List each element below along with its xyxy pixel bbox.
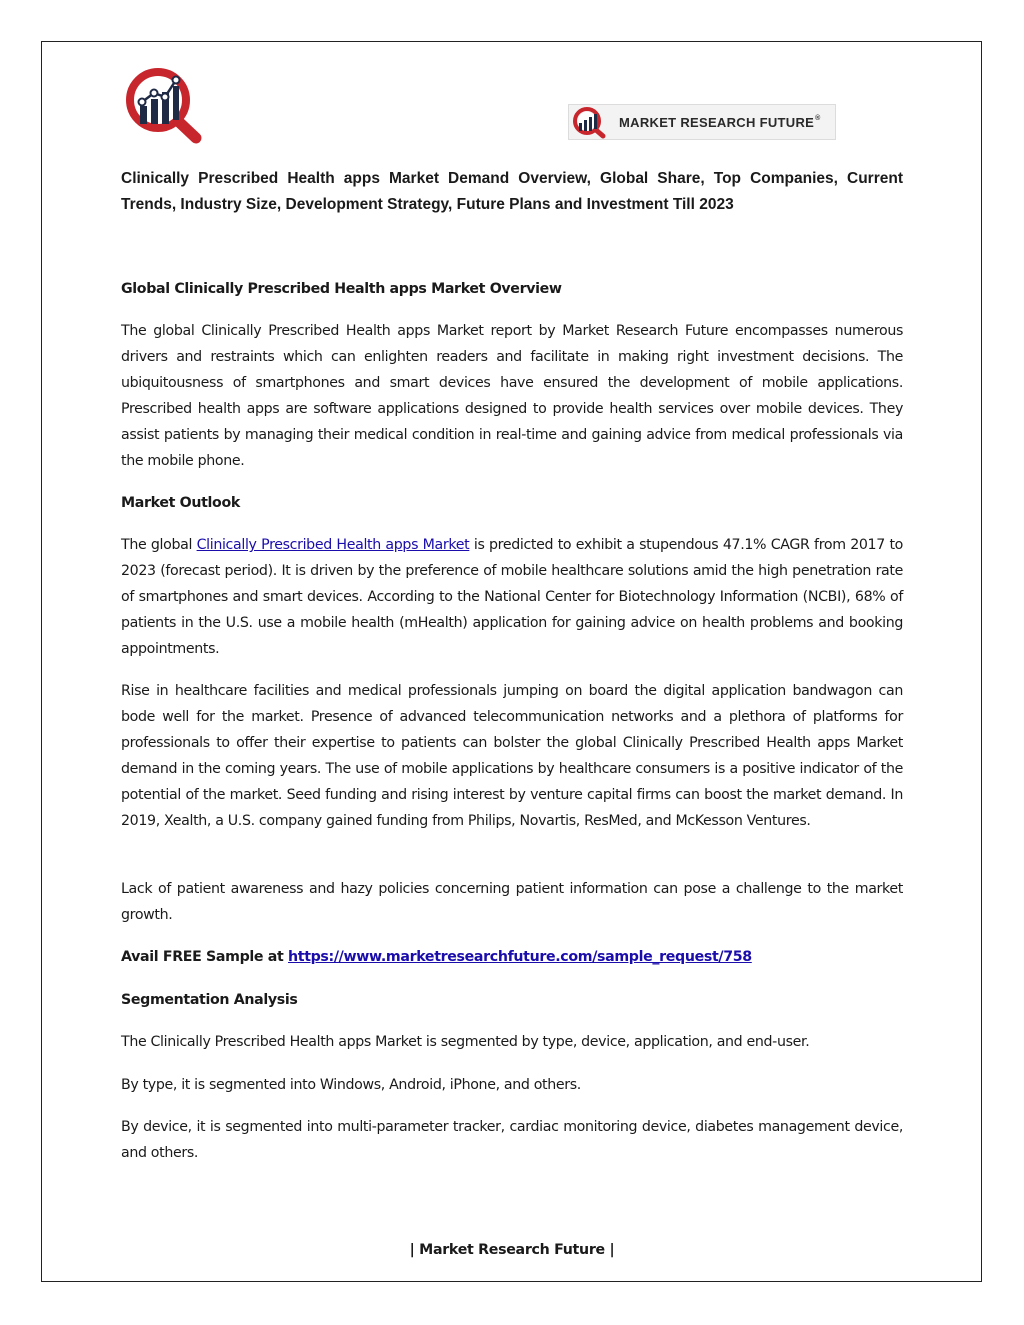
free-sample-line: Avail FREE Sample at https://www.marketresearchfuture.com/sample_request/758	[121, 949, 752, 965]
outlook-paragraph: The global Clinically Prescribed Health apps Market is predicted to exhibit a stupendous 47.1% CAGR from 2017 to 2023 (forecast period). It is driven by the preference of mobile healthcare solutions amid the high penetration rate of smartphones and smart devices. According to the National Center for Biotechnology Information (NCBI), 68% of patients in the U.S. use a mobile health (mHealth) application for gaining advice on health problems and booking appointments.	[121, 537, 903, 657]
market-report-link[interactable]: Clinically Prescribed Health apps Market	[196, 537, 470, 553]
device-paragraph: By device, it is segmented into multi-parameter tracker, cardiac monitoring device, diabetes management device, and others.	[121, 1119, 903, 1161]
challenge-paragraph: Lack of patient awareness and hazy policies concerning patient information can pose a challenge to the market growth.	[121, 881, 903, 923]
outlook-heading: Market Outlook	[121, 495, 240, 511]
segmentation-heading: Segmentation Analysis	[121, 992, 298, 1008]
type-paragraph: By type, it is segmented into Windows, Android, iPhone, and others.	[121, 1077, 581, 1093]
magnifier-bar-chart-icon	[571, 105, 615, 139]
document-title: Clinically Prescribed Health apps Market Demand Overview, Global Share, Top Companies, Current Trends, Industry Size, Development Strategy, Future Plans and Investment Till 2023	[121, 170, 903, 213]
page-footer: | Market Research Future |	[409, 1242, 615, 1258]
overview-heading: Global Clinically Prescribed Health apps Market Overview	[121, 281, 562, 297]
brand-name: MARKET RESEARCH FUTURE®	[619, 114, 821, 130]
magnifier-bar-chart-icon	[124, 66, 206, 144]
overview-paragraph: The global Clinically Prescribed Health apps Market report by Market Research Future encompasses numerous drivers and restraints which can enlighten readers and facilitate in making right investment decisions. The ubiquitousness of smartphones and smart devices have ensured the development of mobile applications. Prescribed health apps are software applications designed to provide health services over mobile devices. They assist patients by managing their medical condition in real-time and gaining advice from medical professionals via the mobile phone.	[121, 323, 903, 469]
brand-logo	[568, 104, 836, 140]
sample-request-link[interactable]: https://www.marketresearchfuture.com/sample_request/758	[288, 949, 752, 965]
rise-paragraph: Rise in healthcare facilities and medical professionals jumping on board the digital application bandwagon can bode well for the market. Presence of advanced telecommunication networks and a plethora of platforms for professionals to offer their expertise to patients can bolster the global Clinically Prescribed Health apps Market demand in the coming years. The use of mobile applications by healthcare consumers is a positive indicator of the potential of the market. Seed funding and rising interest by venture capital firms can boost the market demand. In 2019, Xealth, a U.S. company gained funding from Philips, Novartis, ResMed, and McKesson Ventures.	[121, 683, 903, 829]
segmentation-paragraph: The Clinically Prescribed Health apps Market is segmented by type, device, application, and end-user.	[121, 1034, 810, 1050]
